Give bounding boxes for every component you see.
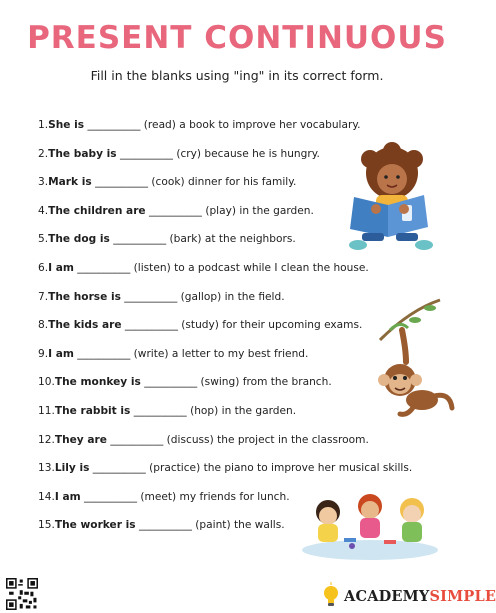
exercise-subject: The kids are: [48, 319, 122, 332]
exercise-text: __________ (play) in the garden.: [145, 204, 314, 217]
exercise-number: 9.: [38, 347, 49, 360]
exercise-subject: I am: [54, 490, 81, 503]
exercise-subject: I am: [48, 262, 74, 274]
exercise-item: [38, 318, 362, 332]
exercise-number: 4.: [38, 204, 49, 217]
brand-logo: [322, 584, 496, 608]
exercise-text: __________ (cook) dinner for his family.: [91, 176, 297, 189]
exercise-number: 14.: [38, 490, 55, 503]
exercise-item: [38, 232, 296, 246]
qr-code: [6, 578, 38, 610]
exercise-number: 15.: [38, 519, 55, 532]
exercise-subject: They are: [54, 433, 107, 446]
exercise-item: [38, 347, 308, 361]
exercise-subject: The worker is: [54, 519, 136, 532]
exercise-text: __________ (practice) the piano to improve her musical skills.: [89, 462, 413, 475]
girl-reading-illustration: [340, 145, 440, 255]
exercise-item: [38, 118, 360, 132]
exercise-item: [38, 490, 290, 504]
instructions: Fill in the blanks using "ing" in its correct form.: [90, 68, 384, 83]
exercise-number: 11.: [38, 405, 55, 417]
exercise-text: __________ (bark) at the neighbors.: [109, 233, 296, 246]
exercise-number: 6.: [38, 262, 49, 274]
exercise-item: [38, 175, 296, 189]
exercise-subject: Lily is: [54, 462, 90, 475]
exercise-subject: I am: [48, 347, 74, 360]
exercise-text: __________ (study) for their upcoming exams.: [121, 319, 363, 332]
exercise-number: 3.: [38, 176, 49, 189]
exercise-number: 12.: [38, 433, 55, 446]
exercise-text: __________ (paint) the walls.: [135, 519, 285, 532]
exercise-text: __________ (cry) because he is hungry.: [116, 147, 320, 160]
exercise-text: __________ (listen) to a podcast while I clean the house.: [73, 262, 369, 274]
exercise-item: [38, 404, 296, 418]
exercise-number: 13.: [38, 462, 55, 475]
exercise-subject: Mark is: [48, 176, 92, 189]
exercise-text: __________ (write) a letter to my best friend.: [73, 347, 309, 360]
exercise-number: 5.: [38, 233, 49, 246]
monkey-swinging-illustration: [360, 300, 460, 420]
exercise-number: 1.: [38, 119, 49, 131]
exercise-subject: The children are: [48, 204, 146, 217]
exercise-subject: The rabbit is: [54, 405, 131, 417]
brand-word-academy: ACADEMY: [344, 587, 430, 605]
exercise-subject: The baby is: [48, 147, 117, 160]
exercise-item: [38, 261, 369, 275]
exercise-subject: The horse is: [48, 290, 121, 303]
exercise-text: __________ (gallop) in the field.: [120, 290, 285, 303]
exercise-item: [38, 433, 369, 447]
brand-word-simple: SIMPLE: [429, 587, 496, 605]
exercise-text: __________ (swing) from the branch.: [140, 376, 332, 389]
exercise-number: 8.: [38, 319, 49, 332]
exercise-text: __________ (hop) in the garden.: [130, 405, 297, 417]
lightbulb-icon: [322, 585, 340, 607]
exercise-item: [38, 147, 320, 161]
exercise-item: [38, 518, 285, 532]
exercise-item: [38, 461, 412, 475]
exercise-text: __________ (read) a book to improve her vocabulary.: [84, 119, 361, 131]
kids-crafting-illustration: [300, 490, 440, 560]
exercise-subject: The dog is: [48, 233, 110, 246]
page-title: PRESENT CONTINUOUS: [27, 20, 447, 56]
exercise-item: [38, 375, 332, 389]
exercise-subject: The monkey is: [54, 376, 141, 389]
exercise-subject: She is: [48, 119, 85, 131]
exercise-number: 10.: [38, 376, 55, 389]
exercise-number: 2.: [38, 147, 49, 160]
exercise-item: [38, 290, 285, 304]
exercise-number: 7.: [38, 290, 49, 303]
exercise-text: __________ (meet) my friends for lunch.: [80, 490, 290, 503]
exercise-item: [38, 204, 314, 218]
exercise-text: __________ (discuss) the project in the classroom.: [106, 433, 369, 446]
